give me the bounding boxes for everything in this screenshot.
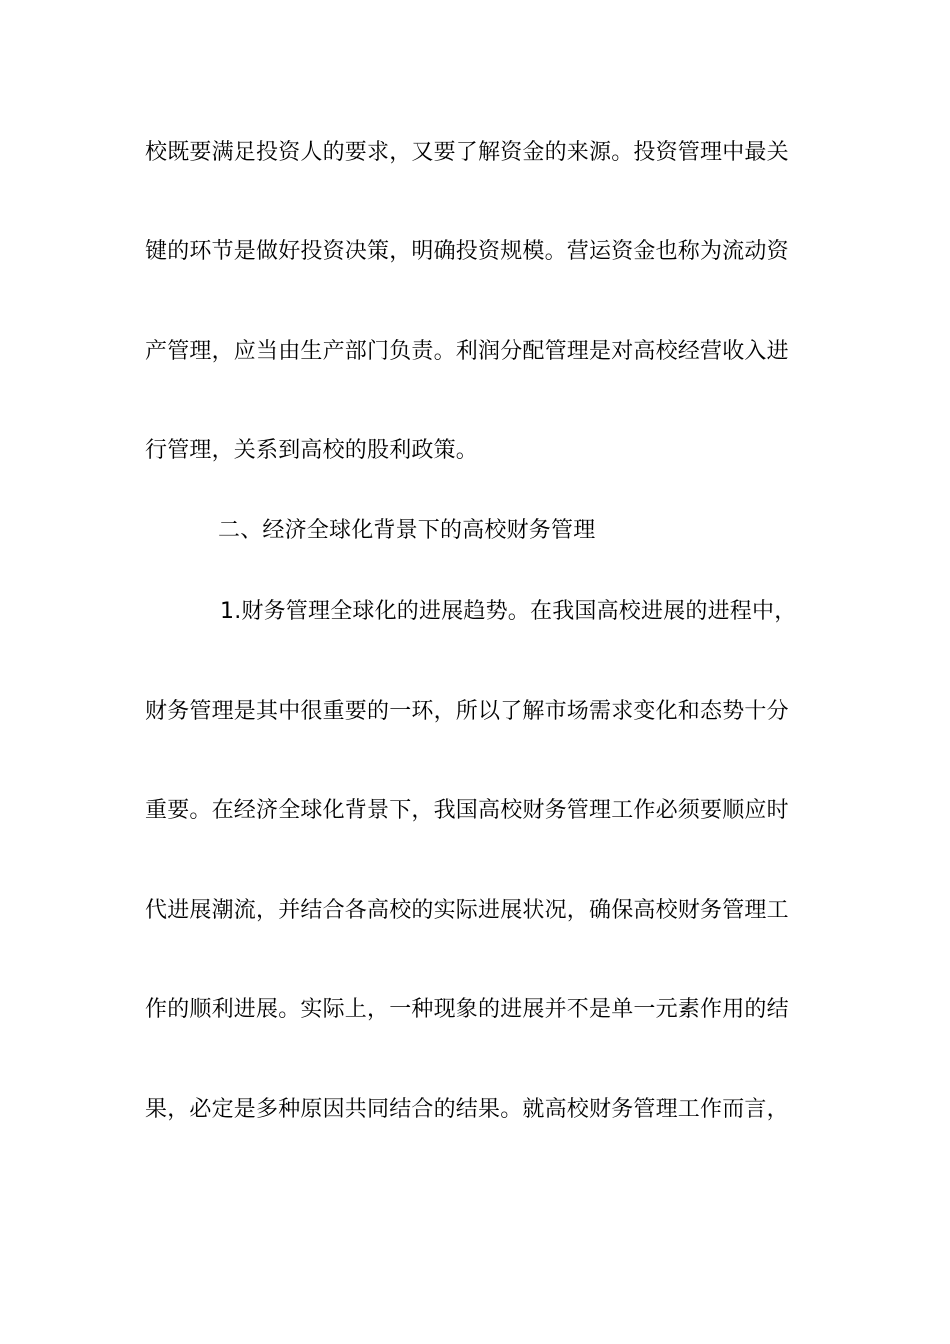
paragraph-line: 产管理，应当由生产部门负责。利润分配管理是对高校经营收入进 — [145, 339, 789, 364]
section-heading: 二、经济全球化背景下的高校财务管理 — [218, 518, 596, 543]
paragraph-line: 校既要满足投资人的要求，又要了解资金的来源。投资管理中最关 — [145, 140, 789, 165]
paragraph-line: 重要。在经济全球化背景下，我国高校财务管理工作必须要顺应时 — [145, 798, 789, 823]
paragraph-line: 行管理，关系到高校的股利政策。 — [145, 438, 479, 463]
paragraph-line: 键的环节是做好投资决策，明确投资规模。营运资金也称为流动资 — [145, 239, 789, 264]
paragraph-line: 代进展潮流，并结合各高校的实际进展状况，确保高校财务管理工 — [145, 898, 789, 923]
paragraph-line: 作的顺利进展。实际上，一种现象的进展并不是单一元素作用的结 — [145, 997, 789, 1022]
paragraph-line: 1.财务管理全球化的进展趋势。在我国高校进展的进程中， — [220, 599, 797, 624]
paragraph-line: 果，必定是多种原因共同结合的结果。就高校财务管理工作而言， — [145, 1097, 789, 1122]
paragraph-line: 财务管理是其中很重要的一环，所以了解市场需求变化和态势十分 — [145, 699, 789, 724]
